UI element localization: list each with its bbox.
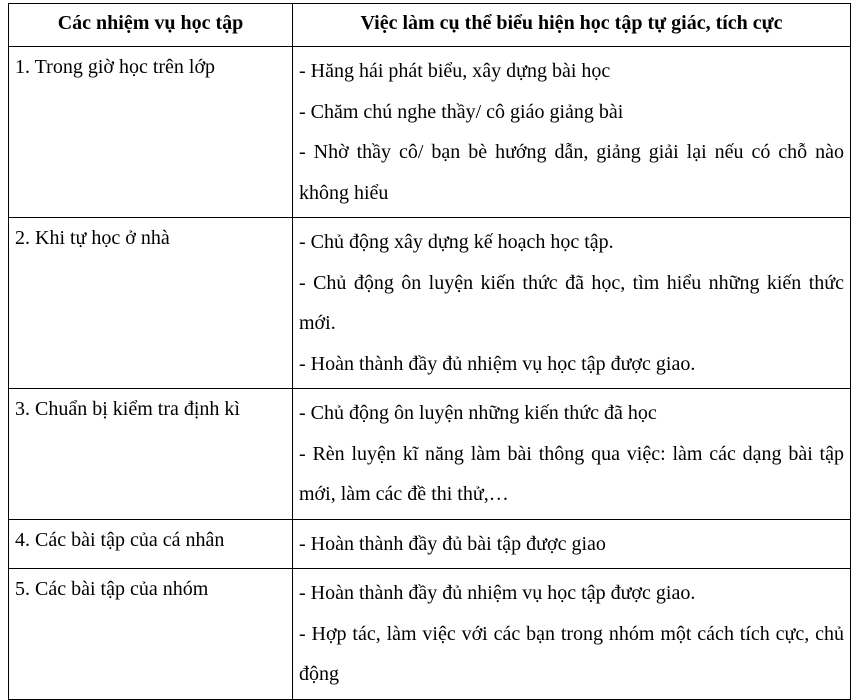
task-cell: 5. Các bài tập của nhóm bbox=[9, 569, 293, 700]
actions-cell bbox=[293, 569, 851, 700]
action-item: - Rèn luyện kĩ năng làm bài thông qua việc: làm các dạng bài tập mới, làm các đề thi thử,… bbox=[299, 442, 844, 505]
action-item: - Hoàn thành đầy đủ nhiệm vụ học tập được giao. bbox=[299, 352, 696, 375]
action-item: - Chủ động ôn luyện kiến thức đã học, tìm hiểu những kiến thức mới. bbox=[299, 271, 844, 334]
task-cell: 4. Các bài tập của cá nhân bbox=[9, 519, 293, 569]
header-tasks: Các nhiệm vụ học tập bbox=[9, 4, 293, 47]
task-cell: 3. Chuẩn bị kiểm tra định kì bbox=[9, 389, 293, 520]
action-item: - Nhờ thầy cô/ bạn bè hướng dẫn, giảng giải lại nếu có chỗ nào không hiểu bbox=[299, 141, 844, 204]
action-item: - Hợp tác, làm việc với các bạn trong nhóm một cách tích cực, chủ động bbox=[299, 622, 844, 685]
actions-cell bbox=[293, 218, 851, 389]
header-actions: Việc làm cụ thể biểu hiện học tập tự giác, tích cực bbox=[293, 4, 851, 47]
table-row bbox=[9, 218, 851, 389]
action-item: - Chủ động ôn luyện những kiến thức đã học bbox=[299, 402, 657, 424]
task-cell: 2. Khi tự học ở nhà bbox=[9, 218, 293, 389]
action-item: - Chủ động xây dựng kế hoạch học tập. bbox=[299, 231, 614, 253]
action-item: - Chăm chú nghe thầy/ cô giáo giảng bài bbox=[299, 100, 624, 123]
actions-cell bbox=[293, 47, 851, 218]
action-item: - Hăng hái phát biểu, xây dựng bài học bbox=[299, 60, 611, 82]
task-cell: 1. Trong giờ học trên lớp bbox=[9, 47, 293, 218]
table-header-row bbox=[9, 4, 851, 47]
table-row bbox=[9, 519, 851, 569]
action-item: - Hoàn thành đầy đủ bài tập được giao bbox=[299, 532, 606, 555]
actions-cell bbox=[293, 519, 851, 569]
table-row bbox=[9, 47, 851, 218]
actions-cell bbox=[293, 389, 851, 520]
study-tasks-table bbox=[8, 3, 851, 700]
table-row bbox=[9, 569, 851, 700]
table-row bbox=[9, 389, 851, 520]
action-item: - Hoàn thành đầy đủ nhiệm vụ học tập được giao. bbox=[299, 582, 696, 604]
